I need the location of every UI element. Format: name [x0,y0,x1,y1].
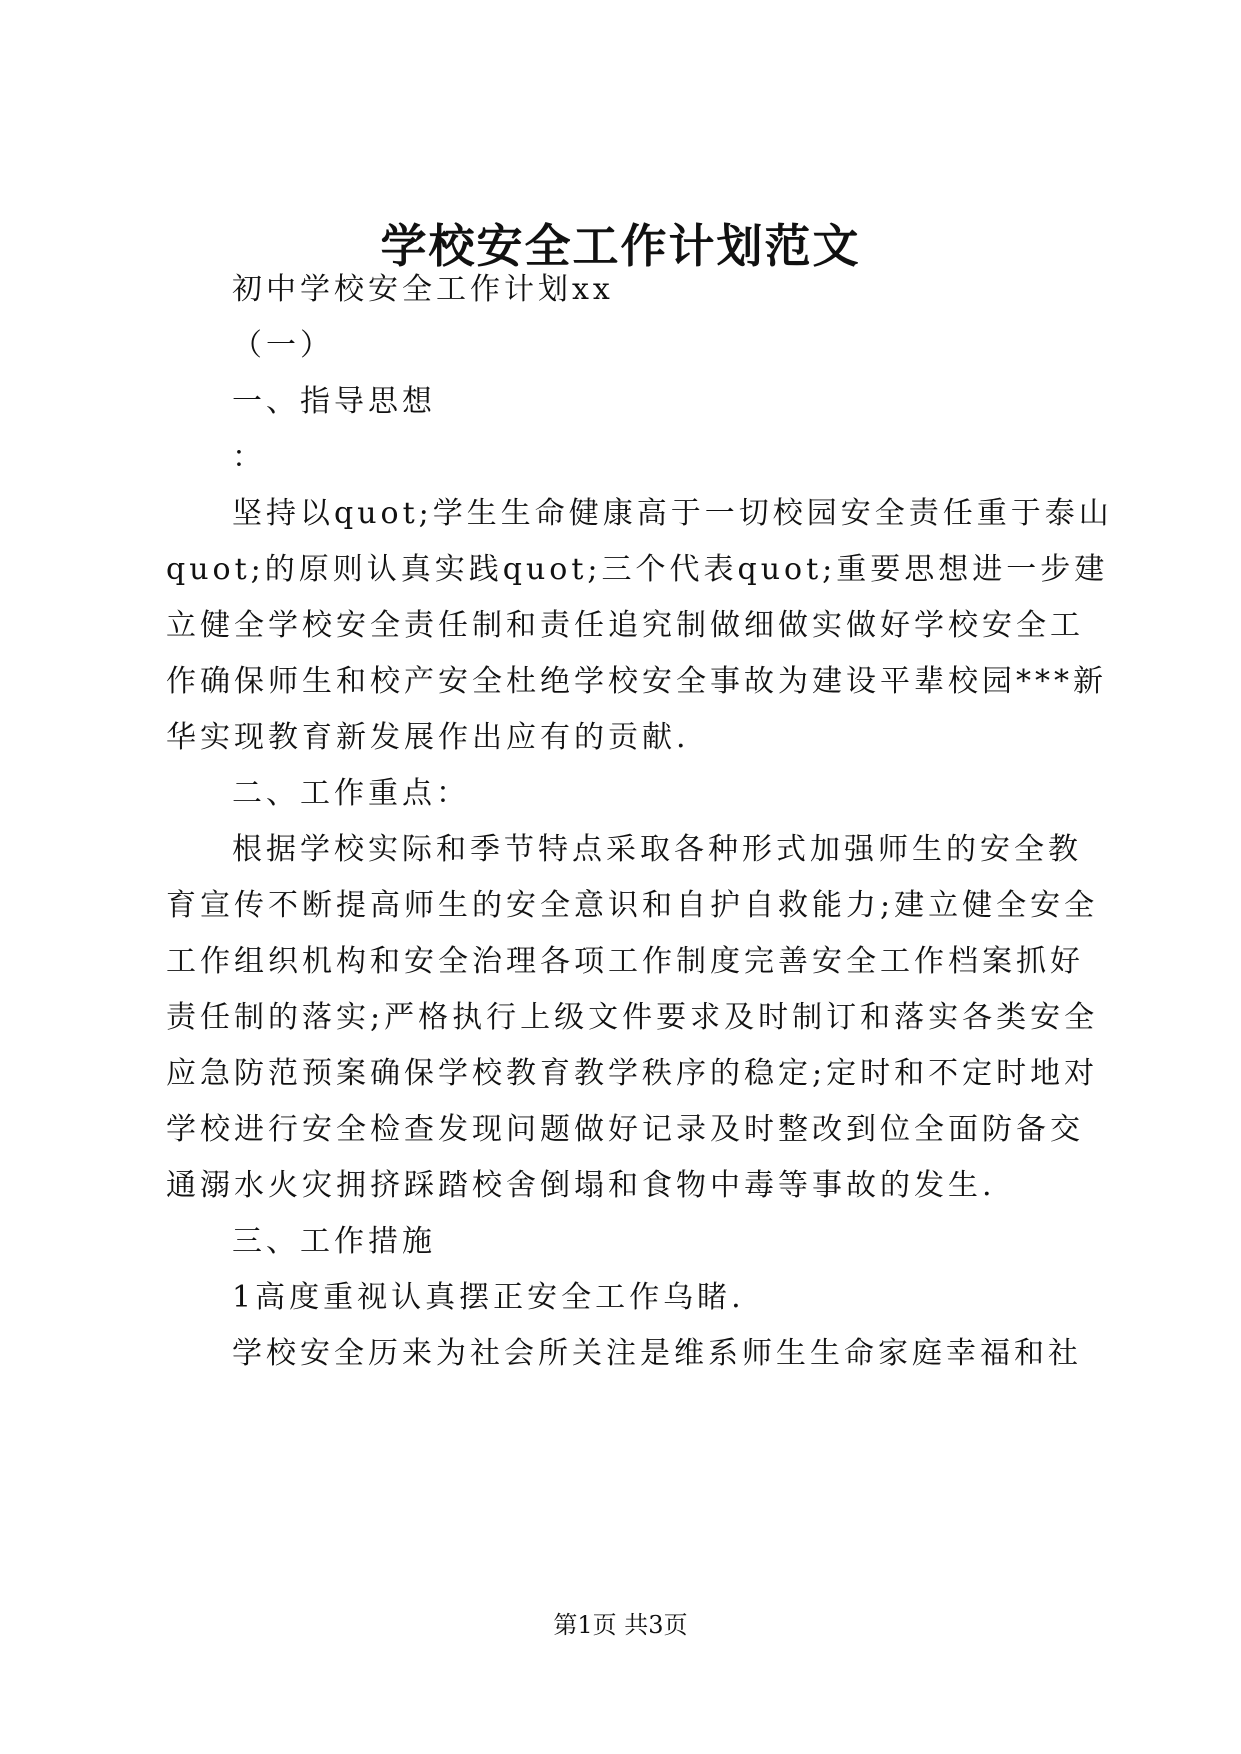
paragraph-line: quot;的原则认真实践quot;三个代表quot;重要思想进一步建 [166,552,1109,587]
colon-line: ： [232,440,266,475]
heading-work-focus: 二、工作重点： [232,776,470,811]
page-footer: 第1页 共3页 [553,1611,688,1639]
section-number: （一） [232,328,334,363]
paragraph-line: 坚持以quot;学生生命健康高于一切校园安全责任重于泰山 [232,496,1113,531]
paragraph-line: 应急防范预案确保学校教育教学秩序的稳定;定时和不定时地对 [166,1056,1099,1091]
paragraph-line: 通溺水火灾拥挤踩踏校舍倒塌和食物中毒等事故的发生. [166,1168,996,1203]
paragraph-line: 育宣传不断提高师生的安全意识和自护自救能力;建立健全安全 [166,888,1099,923]
heading-guiding-thought: 一、指导思想 [232,384,436,419]
heading-work-measures: 三、工作措施 [232,1224,436,1259]
paragraph-line: 作确保师生和校产安全杜绝学校安全事故为建设平辈校园***新 [166,664,1107,699]
paragraph-line: 根据学校实际和季节特点采取各种形式加强师生的安全教 [232,832,1082,867]
measure-item-1: 1高度重视认真摆正安全工作乌睹. [232,1280,745,1315]
paragraph-line: 立健全学校安全责任制和责任追究制做细做实做好学校安全工 [166,608,1084,643]
document-title: 学校安全工作计划范文 [380,219,861,273]
paragraph-line: 工作组织机构和安全治理各项工作制度完善安全工作档案抓好 [166,944,1084,979]
paragraph-line: 责任制的落实;严格执行上级文件要求及时制订和落实各类安全 [166,1000,1099,1035]
subtitle-line: 初中学校安全工作计划xx [232,272,614,307]
paragraph-line: 学校进行安全检查发现问题做好记录及时整改到位全面防备交 [166,1112,1084,1147]
paragraph-line: 华实现教育新发展作出应有的贡献. [166,720,690,755]
paragraph-line: 学校安全历来为社会所关注是维系师生生命家庭幸福和社 [232,1336,1082,1371]
